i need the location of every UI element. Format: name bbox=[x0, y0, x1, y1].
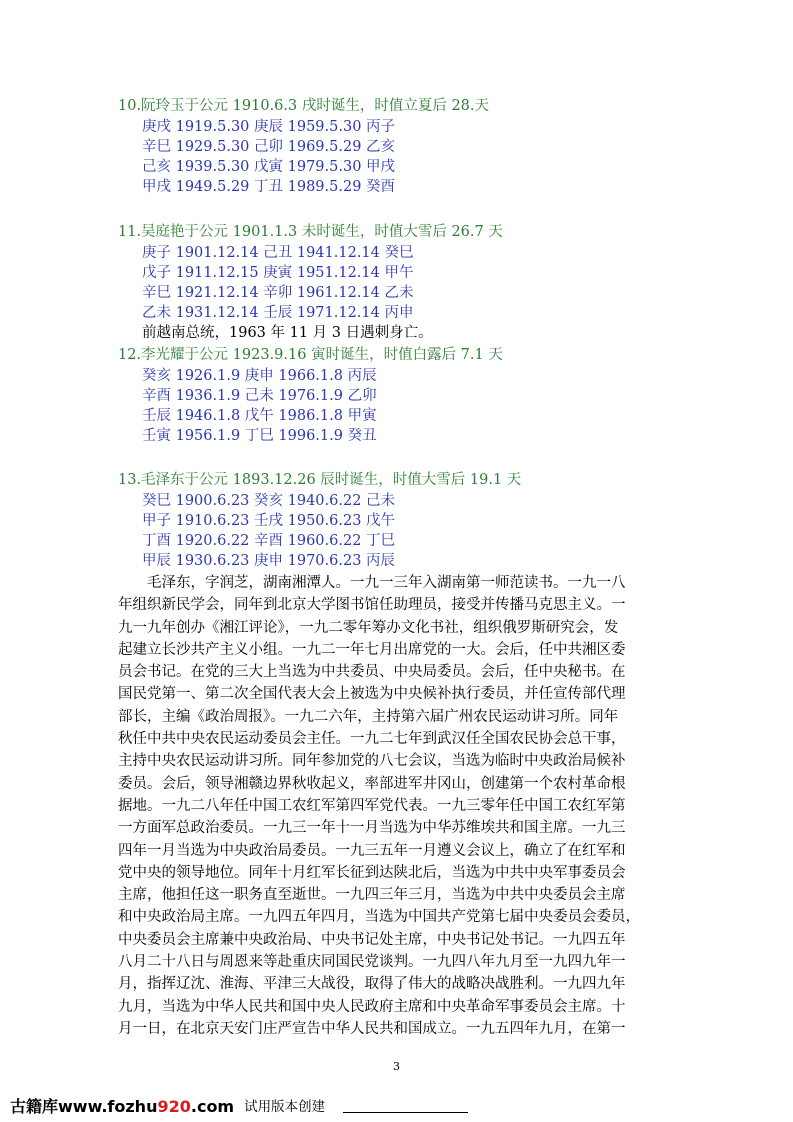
entry-wu-tingyan bbox=[118, 222, 688, 343]
bio-line: 据地。一九二八年任中国工农红军第四军党代表。一九三零年任中国工农红军第 bbox=[118, 797, 626, 814]
pillar-line: 庚子 1901.12.14 己丑 1941.12.14 癸巳 bbox=[142, 245, 414, 261]
entry-ruan-lingyu bbox=[118, 96, 688, 197]
entry-mao-zedong bbox=[118, 470, 688, 571]
pillar-line: 壬辰 1946.1.8 戊午 1986.1.8 甲寅 bbox=[142, 408, 377, 424]
bio-line: 党中央的领导地位。同年十月红军长征到达陕北后，当选为中共中央军事委员会 bbox=[118, 864, 626, 881]
underline-rule bbox=[343, 1098, 468, 1113]
bio-line: 九月，当选为中华人民共和国中央人民政府主席和中央革命军事委员会主席。十 bbox=[118, 998, 626, 1015]
pillar-line: 辛巳 1929.5.30 己卯 1969.5.29 乙亥 bbox=[142, 139, 396, 155]
bio-line: 委员。会后，领导湘赣边界秋收起义，率部进军井冈山，创建第一个农村革命根 bbox=[118, 775, 626, 792]
entry-note: 前越南总统，1963 年 11 月 3 日遇刺身亡。 bbox=[142, 325, 433, 341]
pillar-line: 甲子 1910.6.23 壬戌 1950.6.23 戊午 bbox=[142, 513, 396, 529]
pillar-line: 辛巳 1921.12.14 辛卯 1961.12.14 乙未 bbox=[142, 285, 414, 301]
pillar-list bbox=[118, 117, 688, 197]
pillar-line: 辛酉 1936.1.9 己未 1976.1.9 乙卯 bbox=[142, 388, 377, 404]
pillar-line: 癸巳 1900.6.23 癸亥 1940.6.22 己未 bbox=[142, 493, 396, 509]
logo-url-b: .com bbox=[190, 1096, 235, 1116]
entry-heading: 13.毛泽东于公元 1893.12.26 辰时诞生，时值大雪后 19.1 天 bbox=[118, 472, 522, 488]
bio-line: 毛泽东，字润芝，湖南湘潭人。一九一三年入湖南第一师范读书。一九一八 bbox=[118, 575, 626, 591]
site-logo[interactable] bbox=[10, 1094, 234, 1117]
bio-line: 一方面军总政治委员。一九三一年十一月当选为中华苏维埃共和国主席。一九三 bbox=[118, 820, 626, 837]
pillar-list bbox=[118, 491, 688, 571]
logo-prefix: 古籍库 bbox=[10, 1096, 59, 1116]
pillar-line: 甲辰 1930.6.23 庚申 1970.6.23 丙辰 bbox=[142, 553, 396, 569]
entry-lee-kuan-yew bbox=[118, 345, 688, 446]
bio-line: 四年一月当选为中央政治局委员。一九三五年一月遵义会议上，确立了在红军和 bbox=[118, 842, 626, 859]
pillar-line: 甲戌 1949.5.29 丁丑 1989.5.29 癸酉 bbox=[142, 179, 396, 195]
entry-heading: 12.李光耀于公元 1923.9.16 寅时诞生，时值白露后 7.1 天 bbox=[118, 347, 503, 363]
pillar-list bbox=[118, 243, 688, 323]
bio-line: 月一日，在北京天安门庄严宣告中华人民共和国成立。一九五四年九月，在第一 bbox=[118, 1020, 626, 1037]
bio-line: 中央委员会主席兼中央政治局、中央书记处主席，中央书记处书记。一九四五年 bbox=[118, 931, 626, 948]
bio-line: 九一九年创办《湘江评论》，一九二零年筹办文化书社，组织俄罗斯研究会，发 bbox=[118, 619, 619, 636]
bio-line: 员会书记。在党的三大上当选为中共委员、中央局委员。会后，任中央秘书。在 bbox=[118, 664, 626, 681]
bio-line: 和中央政治局主席。一九四五年四月，当选为中国共产党第七届中央委员会委员， bbox=[118, 909, 640, 926]
pillar-line: 癸亥 1926.1.9 庚申 1966.1.8 丙辰 bbox=[142, 368, 377, 384]
logo-url-highlight: 920 bbox=[157, 1096, 191, 1116]
mao-biography bbox=[118, 572, 674, 1040]
trial-version-text: 试用版本创建 bbox=[244, 1099, 326, 1115]
pillar-line: 壬寅 1956.1.9 丁巳 1996.1.9 癸丑 bbox=[142, 428, 377, 444]
entry-heading: 10.阮玲玉于公元 1910.6.3 戌时诞生，时值立夏后 28.天 bbox=[118, 98, 490, 114]
bio-line: 起建立长沙共产主义小组。一九二一年七月出席党的一大。会后，任中共湘区委 bbox=[118, 641, 626, 658]
entry-heading: 11.吴庭艳于公元 1901.1.3 未时诞生，时值大雪后 26.7 天 bbox=[118, 224, 503, 240]
bio-line: 主席，他担任这一职务直至逝世。一九四三年三月，当选为中共中央委员会主席 bbox=[118, 887, 626, 904]
pillar-line: 丁酉 1920.6.22 辛酉 1960.6.22 丁巳 bbox=[142, 533, 396, 549]
bio-line: 主持中央农民运动讲习所。同年参加党的八七会议，当选为临时中央政治局候补 bbox=[118, 753, 626, 770]
watermark-footer bbox=[10, 1092, 790, 1118]
bio-line: 部长，主编《政治周报》。一九二六年，主持第六届广州农民运动讲习所。同年 bbox=[118, 708, 619, 725]
pillar-line: 乙未 1931.12.14 壬辰 1971.12.14 丙申 bbox=[142, 305, 414, 321]
pillar-list bbox=[118, 366, 688, 446]
bio-line: 八月二十八日与周恩来等赴重庆同国民党谈判。一九四八年九月至一九四九年一 bbox=[118, 954, 626, 971]
bio-line: 秋任中共中央农民运动委员会主任。一九二七年到武汉任全国农民协会总干事， bbox=[118, 731, 626, 748]
pillar-line: 戊子 1911.12.15 庚寅 1951.12.14 甲午 bbox=[142, 265, 414, 281]
pillar-line: 庚戌 1919.5.30 庚辰 1959.5.30 丙子 bbox=[142, 119, 396, 135]
pillar-line: 己亥 1939.5.30 戊寅 1979.5.30 甲戌 bbox=[142, 159, 396, 175]
logo-url-a: www.fozhu bbox=[58, 1096, 158, 1116]
page-number: 3 bbox=[393, 1060, 400, 1073]
bio-line: 年组织新民学会，同年到北京大学图书馆任助理员，接受并传播马克思主义。一 bbox=[118, 597, 626, 614]
bio-line: 国民党第一、第二次全国代表大会上被选为中央候补执行委员，并任宣传部代理 bbox=[118, 686, 626, 703]
bio-line: 月，指挥辽沈、淮海、平津三大战役，取得了伟大的战略决战胜利。一九四九年 bbox=[118, 976, 626, 993]
